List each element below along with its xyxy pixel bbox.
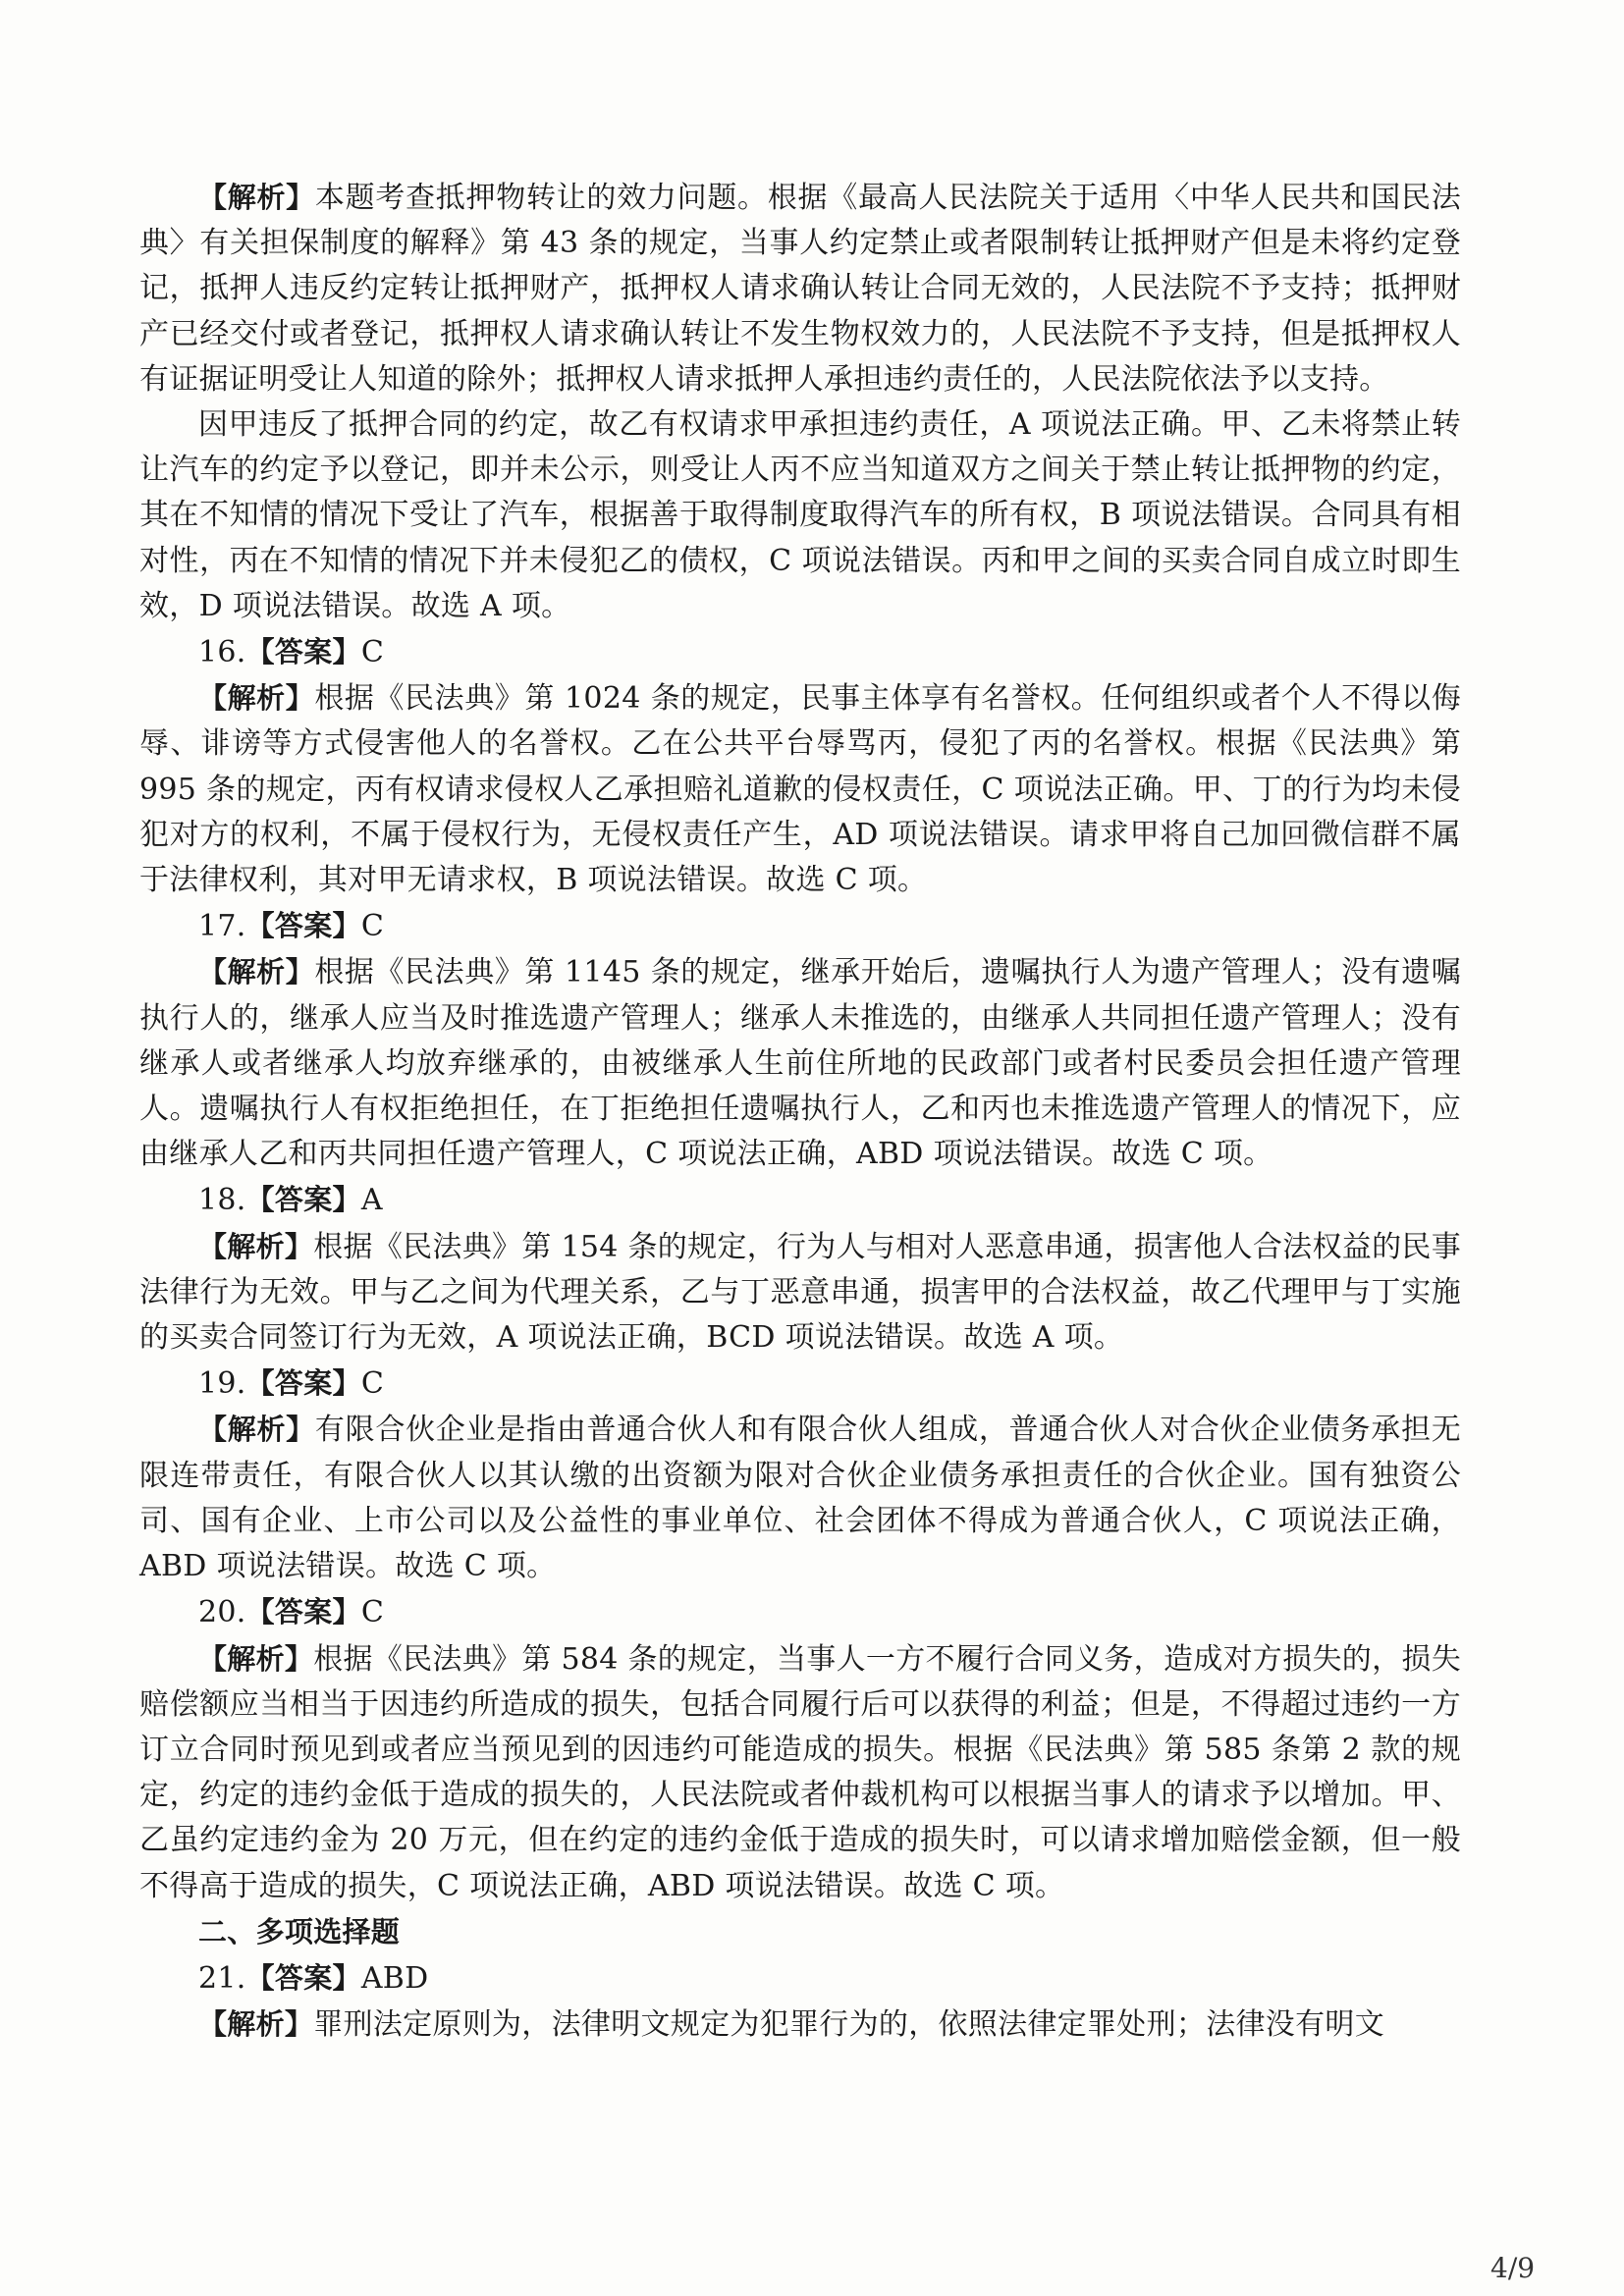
paragraph-text: 有限合伙企业是指由普通合伙人和有限合伙人组成，普通合伙人对合伙企业债务承担无限连带责任，有限合伙人以其认缴的出资额为限对合伙企业债务承担责任的合伙企业。国有独资公司、国有企业、上市公司以及公益性的事业单位、社会团体不得成为普通合伙人，C 项说法正确，ABD 项说法错误。故选 C 项。: [139, 1413, 1461, 1584]
page-number: 4/9: [1490, 2252, 1536, 2284]
paragraph-text: 根据《民法典》第 1145 条的规定，继承开始后，遗嘱执行人为遗产管理人；没有遗嘱执行人的，继承人应当及时推选遗产管理人；继承人未推选的，由继承人共同担任遗产管理人；没有继承人或者继承人均放弃继承的，由被继承人生前住所地的民政部门或者村民委员会担任遗产管理人。遗嘱执行人有权拒绝担任，在丁拒绝担任遗嘱执行人，乙和丙也未推选遗产管理人的情况下，应由继承人乙和丙共同担任遗产管理人，C 项说法正确，ABD 项说法错误。故选 C 项。: [139, 955, 1462, 1172]
answer-line: [139, 1589, 1461, 1635]
paragraph-text: 罪刑法定原则为，法律明文规定为犯罪行为的，依照法律定罪处刑；法律没有明文: [313, 2007, 1385, 2043]
section-heading: [139, 1909, 1461, 1955]
analysis-paragraph: [139, 175, 1461, 402]
analysis-paragraph: [139, 402, 1461, 629]
answer-value: C: [360, 909, 385, 944]
question-number: 20.: [198, 1595, 246, 1630]
analysis-paragraph: [139, 675, 1461, 903]
question-number: 19.: [198, 1366, 246, 1402]
answer-label: 【答案】: [245, 635, 361, 669]
answer-line: [139, 903, 1461, 949]
answer-line: [139, 1177, 1461, 1223]
analysis-paragraph: [139, 1636, 1461, 1909]
answer-label: 【答案】: [245, 1595, 361, 1629]
analysis-paragraph: [139, 1224, 1461, 1362]
document-body: [139, 175, 1461, 2048]
answer-line: [139, 629, 1461, 675]
analysis-label: 【解析】: [198, 2007, 314, 2042]
question-number: 17.: [198, 909, 246, 944]
answer-line: [139, 1361, 1461, 1407]
answer-label: 【答案】: [245, 909, 361, 943]
analysis-paragraph: [139, 949, 1461, 1177]
answer-label: 【答案】: [245, 1366, 361, 1401]
question-number: 21.: [198, 1960, 246, 1996]
analysis-paragraph: [139, 1407, 1461, 1589]
question-number: 16.: [198, 635, 246, 670]
paragraph-text: 根据《民法典》第 154 条的规定，行为人与相对人恶意串通，损害他人合法权益的民事法律行为无效。甲与乙之间为代理关系，乙与丁恶意串通，损害甲的合法权益，故乙代理甲与丁实施的买卖合同签订行为无效，A 项说法正确，BCD 项说法错误。故选 A 项。: [139, 1229, 1461, 1356]
question-number: 18.: [198, 1183, 246, 1218]
answer-label: 【答案】: [245, 1183, 361, 1217]
analysis-label: 【解析】: [198, 681, 315, 716]
answer-value: C: [360, 1595, 385, 1630]
analysis-label: 【解析】: [198, 955, 315, 989]
answer-value: A: [360, 1183, 383, 1218]
section-title: 二、多项选择题: [198, 1914, 401, 1949]
answer-label: 【答案】: [245, 1960, 361, 1995]
paragraph-text: 本题考查抵押物转让的效力问题。根据《最高人民法院关于适用〈中华人民共和国民法典〉有关担保制度的解释》第 43 条的规定，当事人约定禁止或者限制转让抵押财产但是未将约定登记，抵押人违反约定转让抵押财产，抵押权人请求确认转让合同无效的，人民法院不予支持；抵押财产已经交付或者登记，抵押权人请求确认转让不发生物权效力的，人民法院不予支持，但是抵押权人有证据证明受让人知道的除外；抵押权人请求抵押人承担违约责任的，人民法院依法予以支持。: [139, 181, 1461, 397]
paragraph-text: 因甲违反了抵押合同的约定，故乙有权请求甲承担违约责任，A 项说法正确。甲、乙未将禁止转让汽车的约定予以登记，即并未公示，则受让人丙不应当知道双方之间关于禁止转让抵押物的约定，其在不知情的情况下受让了汽车，根据善于取得制度取得汽车的所有权，B 项说法错误。合同具有相对性，丙在不知情的情况下并未侵犯乙的债权，C 项说法错误。丙和甲之间的买卖合同自成立时即生效，D 项说法错误。故选 A 项。: [139, 407, 1461, 623]
answer-value: C: [360, 635, 385, 670]
answer-line: [139, 1955, 1461, 2002]
analysis-paragraph: [139, 2002, 1461, 2048]
paragraph-text: 根据《民法典》第 584 条的规定，当事人一方不履行合同义务，造成对方损失的，损失赔偿额应当相当于因违约所造成的损失，包括合同履行后可以获得的利益；但是，不得超过违约一方订立合同时预见到或者应当预见到的因违约可能造成的损失。根据《民法典》第 585 条第 2 款的规定，约定的违约金低于造成的损失的，人民法院或者仲裁机构可以根据当事人的请求予以增加。甲、乙虽约定违约金为 20 万元，但在约定的违约金低于造成的损失时，可以请求增加赔偿金额，但一般不得高于造成的损失，C 项说法正确，ABD 项说法错误。故选 C 项。: [139, 1641, 1461, 1903]
analysis-label: 【解析】: [198, 1413, 315, 1447]
analysis-label: 【解析】: [198, 1229, 314, 1263]
analysis-label: 【解析】: [198, 1641, 314, 1676]
paragraph-text: 根据《民法典》第 1024 条的规定，民事主体享有名誉权。任何组织或者个人不得以侮辱、诽谤等方式侵害他人的名誉权。乙在公共平台辱骂丙，侵犯了丙的名誉权。根据《民法典》第 995 条的规定，丙有权请求侵权人乙承担赔礼道歉的侵权责任，C 项说法正确。甲、丁的行为均未侵犯对方的权利，不属于侵权行为，无侵权责任产生，AD 项说法错误。请求甲将自己加回微信群不属于法律权利，其对甲无请求权，B 项说法错误。故选 C 项。: [139, 681, 1462, 898]
analysis-label: 【解析】: [198, 181, 315, 214]
answer-value: C: [360, 1366, 385, 1402]
answer-value: ABD: [360, 1960, 429, 1996]
